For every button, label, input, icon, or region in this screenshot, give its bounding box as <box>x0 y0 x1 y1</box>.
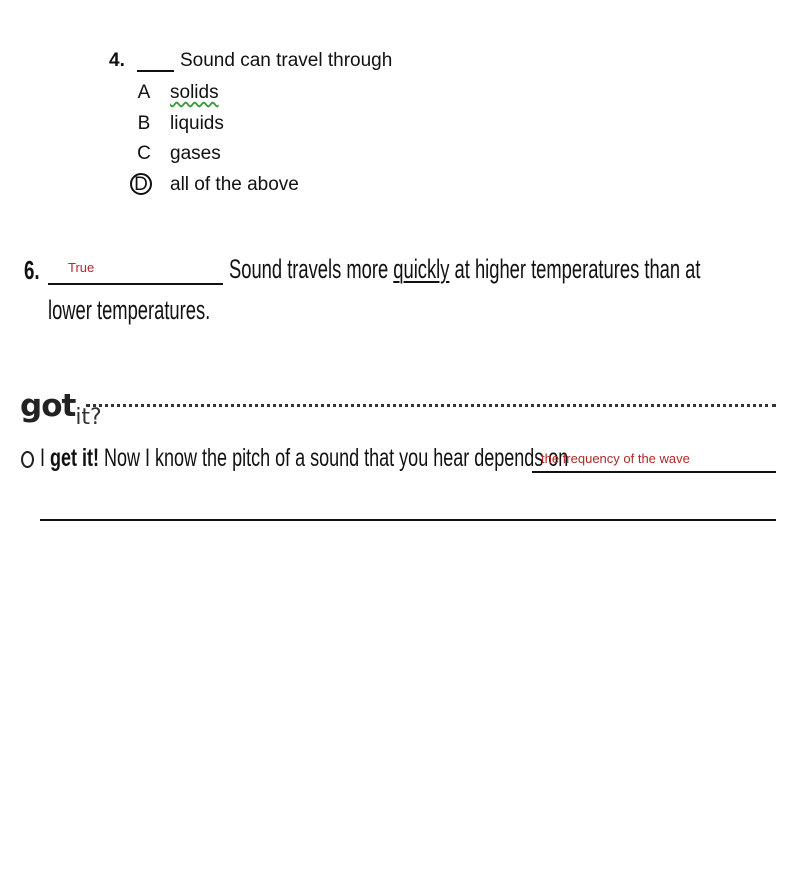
option-d-letter: D <box>134 174 148 195</box>
option-b-letter: B <box>137 113 151 134</box>
get-it-bold: get it! <box>50 444 100 472</box>
option-c-text: gases <box>170 143 221 164</box>
question-4-answer-blank <box>137 70 174 72</box>
get-it-answer-line-1 <box>532 471 776 473</box>
get-it-prefix: I <box>40 444 51 472</box>
got-it-logo-got: got <box>20 388 76 424</box>
got-it-dotted-divider <box>86 404 776 407</box>
got-it-logo-it: it? <box>75 405 102 430</box>
option-b-text: liquids <box>170 113 224 134</box>
question-6-number: 6. <box>24 255 40 285</box>
question-4-number: 4. <box>109 50 125 71</box>
statement-text-before: Sound travels more <box>229 254 394 284</box>
option-a-letter: A <box>137 82 151 103</box>
get-it-radio-button[interactable] <box>21 451 34 468</box>
question-6-answer-blank <box>48 283 223 285</box>
statement-text-after: at higher temperatures than at <box>449 254 701 284</box>
get-it-sentence <box>40 444 568 473</box>
get-it-sentence-text: Now I know the pitch of a sound that you hear depends on <box>99 444 569 472</box>
question-4-stem: Sound can travel through <box>180 50 393 71</box>
question-6-statement-line-1 <box>229 254 701 285</box>
option-a-text: solids <box>170 82 219 103</box>
option-c-letter: C <box>137 143 151 164</box>
get-it-answer[interactable]: the frequency of the wave <box>541 451 690 466</box>
option-d-text: all of the above <box>170 174 299 195</box>
get-it-answer-line-2[interactable] <box>40 519 776 521</box>
statement-underlined-word: quickly <box>393 254 450 284</box>
question-6-answer[interactable]: True <box>68 260 95 275</box>
question-6-statement-line-2: lower temperatures. <box>48 295 211 325</box>
